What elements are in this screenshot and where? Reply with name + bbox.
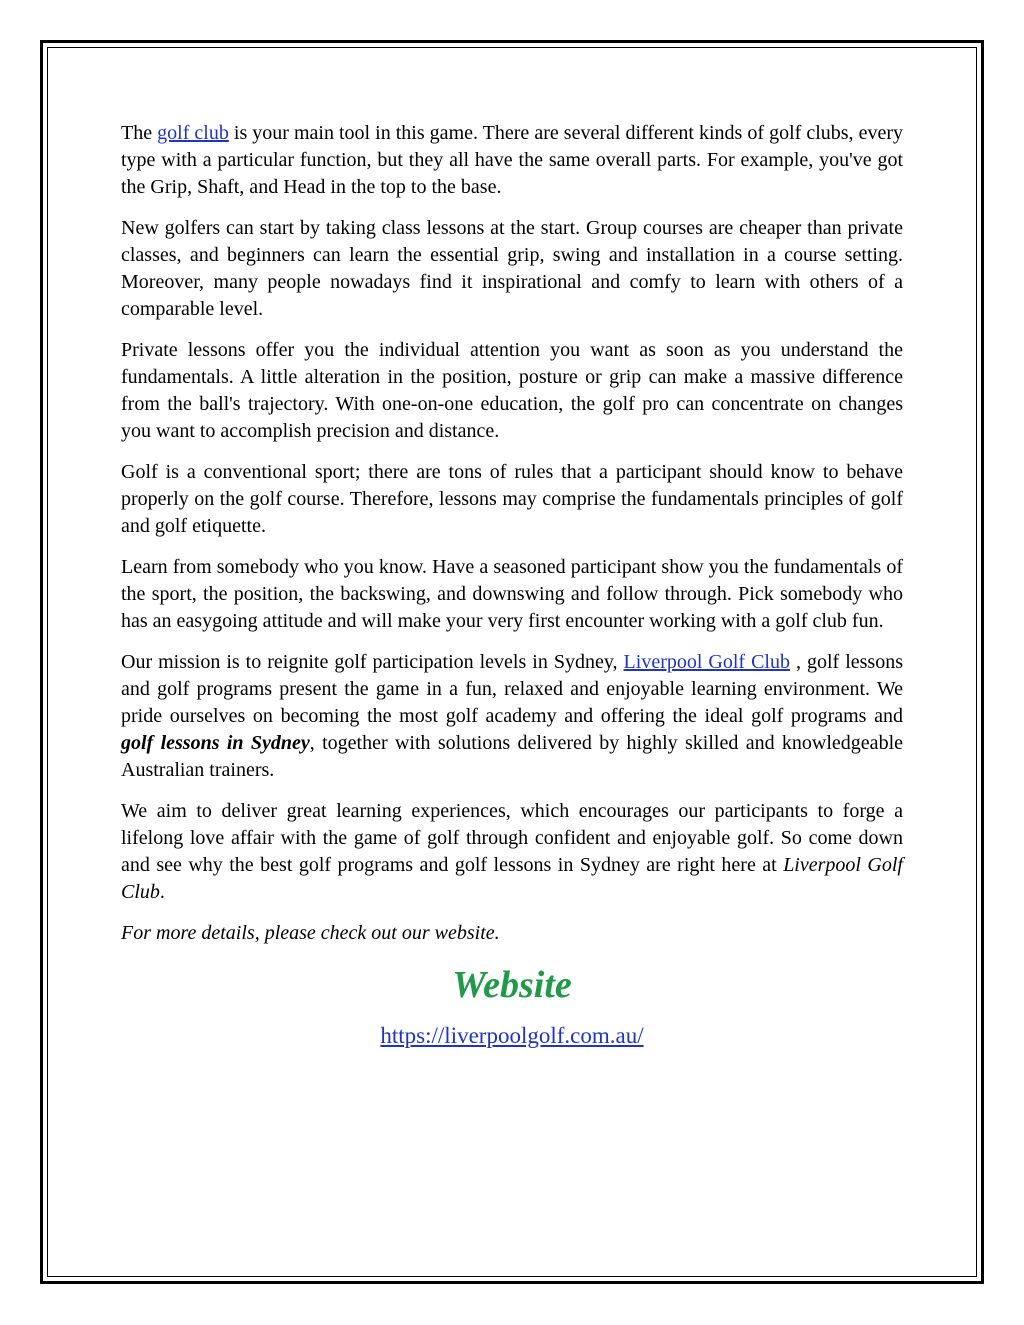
website-url-link[interactable]: https://liverpoolgolf.com.au/ (380, 1023, 644, 1048)
paragraph-more-details: For more details, please check out our website. (121, 922, 500, 944)
paragraph-learning-experiences (121, 798, 903, 906)
paragraph-mission (121, 649, 903, 784)
paragraph-golf-rules: Golf is a conventional sport; there are tons of rules that a participant should know to behave properly on the golf course. Therefore, lessons may comprise the fundamentals principles of golf and golf etiquette. (121, 461, 903, 537)
website-url-container (121, 1021, 903, 1051)
paragraph-private-lessons: Private lessons offer you the individual attention you want as soon as you understand the fundamentals. A little alteration in the position, posture or grip can make a massive difference from the ball's trajectory. With one-on-one education, the golf pro can concentrate on changes you want to accomplish precision and distance. (121, 339, 903, 442)
text-segment: Our mission is to reignite golf participation levels in Sydney, (121, 651, 624, 673)
website-heading: Website (452, 964, 572, 1006)
text-segment: The (121, 122, 158, 144)
text-segment: We aim to deliver great learning experiences, which encourages our participants to forge a lifelong love affair with the game of golf through confident and enjoyable golf. So come down and see why the best golf programs and golf lessons in Sydney are right here at (121, 800, 903, 876)
paragraph-group-lessons: New golfers can start by taking class lessons at the start. Group courses are cheaper than private classes, and beginners can learn the essential grip, swing and installation in a course setting. Moreover, many people nowadays find it inspirational and comfy to learn with others of a comparable level. (121, 217, 903, 320)
text-segment: . (159, 881, 165, 903)
golf-club-link[interactable]: golf club (157, 122, 229, 144)
text-segment: , golf lessons and golf programs present the game in a fun, relaxed and enjoyable learning environment. We pride ourselves on becoming the most golf academy and offering the ideal golf programs and (121, 651, 903, 727)
liverpool-golf-club-italic: Liverpool Golf Club (121, 854, 903, 903)
text-segment: is your main tool in this game. There are several different kinds of golf clubs, every type with a particular function, but they all have the same overall parts. For example, you've got the Grip, Shaft, and Head in the top to the base. (121, 122, 904, 198)
document-body (121, 120, 903, 1051)
paragraph-golf-club (121, 120, 903, 201)
paragraph-learn-from-somebody: Learn from somebody who you know. Have a seasoned participant show you the fundamentals of the sport, the position, the backswing, and downswing and follow through. Pick somebody who has an easygoing attitude and will make your very first encounter working with a golf club fun. (121, 556, 903, 632)
golf-lessons-emphasis: golf lessons in Sydney (121, 732, 310, 754)
text-segment: , together with solutions delivered by highly skilled and knowledgeable Australian trainers. (121, 732, 903, 781)
liverpool-golf-club-link[interactable]: Liverpool Golf Club (623, 651, 790, 673)
